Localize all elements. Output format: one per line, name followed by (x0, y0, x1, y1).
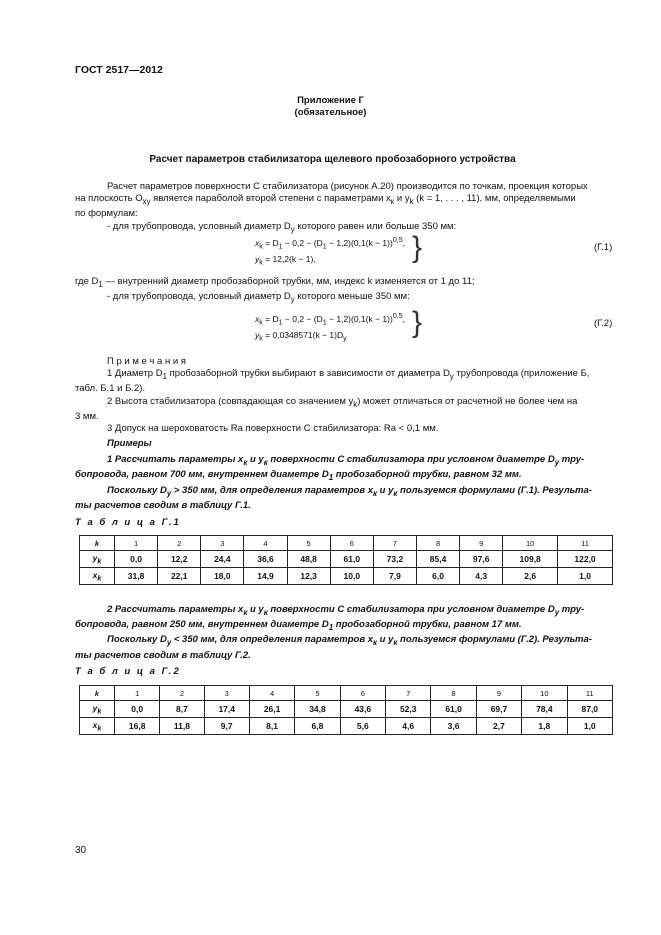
table-cell: 48,8 (287, 551, 330, 568)
case-2: - для трубопровода, условный диаметр $D_y$ которого меньше 350 мм: (107, 291, 410, 305)
header-cell: 11 (558, 536, 613, 551)
formula-g1-line-1: $x_k = D_1 - 0,2 - (D_1 - 1,2)(0,1(k - 1))^{0,5}$, (255, 236, 406, 251)
table-cell: 69,7 (476, 701, 521, 718)
table-cell: 31,8 (115, 568, 158, 585)
table-cell: 61,0 (431, 701, 476, 718)
equation-number-g1: (Г.1) (594, 242, 613, 253)
header-cell: 6 (330, 536, 373, 551)
page-number: 30 (75, 845, 87, 856)
example-1-line-3: Поскольку $D_y > 350$ мм, для определения параметров $x_к$ и $y_к$ пользуемся формулами (Г.1). Результа- (107, 484, 592, 498)
table-cell: 22,1 (158, 568, 201, 585)
table-cell: 61,0 (330, 551, 373, 568)
header-cell: 2 (158, 536, 201, 551)
example-2 (75, 604, 614, 662)
intro-line-3: по формулам: (75, 208, 138, 220)
table-cell: 17,4 (204, 701, 249, 718)
example-2-line-3: Поскольку $D_y < 350$ мм, для определения параметров $x_к$ и $y_к$ пользуемся формулами (Г.2). Результа- (107, 634, 592, 648)
header-cell: 6 (340, 686, 385, 701)
table-cell: 5,6 (340, 718, 385, 735)
table-row (80, 718, 613, 735)
table-cell: 73,2 (373, 551, 416, 568)
header-cell: 11 (567, 686, 612, 701)
note-3: 3 Допуск на шероховатость Ra поверхности С стабилизатора: Ra < 0,1 мм. (107, 423, 439, 435)
header-cell: 8 (416, 536, 459, 551)
table-1-caption: Т а б л и ц а Г.1 (75, 517, 181, 528)
header-cell: 9 (460, 536, 503, 551)
formula-g2-line-2: $y_k = 0,0348571(k - 1)D_y$ (255, 330, 347, 343)
table-cell: 109,8 (503, 551, 558, 568)
table-row (80, 568, 613, 585)
table-header-row (80, 536, 613, 551)
brace-icon: } (412, 231, 423, 264)
table-row (80, 701, 613, 718)
header-cell: 7 (386, 686, 431, 701)
header-cell: k (80, 536, 115, 551)
row-label: $y_k$ (80, 701, 115, 718)
where-paragraph (75, 276, 614, 306)
header-cell: 5 (287, 536, 330, 551)
intro-paragraph (75, 181, 614, 236)
row-label: $y_k$ (80, 551, 115, 568)
formula-g2-line-1: $x_k = D_1 - 0,2 - (D_1 - 1,2)(0,1(k - 1))^{0,5}$, (255, 312, 406, 327)
table-cell: 11,8 (160, 718, 204, 735)
table-cell: 12,3 (287, 568, 330, 585)
example-1-line-2: бопровода, равном 700 мм, внутреннем диаметре $D_1$ пробозаборной трубки, равном 32 мм. (75, 469, 522, 483)
table-1 (79, 535, 613, 585)
table-cell: 26,1 (249, 701, 294, 718)
intro-line-1: Расчет параметров поверхности С стабилизатора (рисунок А.20) производится по точкам, проекция которых (107, 181, 588, 192)
table-2 (79, 685, 613, 735)
header-cell: k (80, 686, 115, 701)
table-cell: 1,8 (522, 718, 567, 735)
table-cell: 43,6 (340, 701, 385, 718)
appendix-title: Приложение Г (297, 95, 364, 106)
header-cell: 5 (295, 686, 340, 701)
row-label: $x_k$ (80, 568, 115, 585)
table-cell: 2,6 (503, 568, 558, 585)
header-cell: 4 (244, 536, 287, 551)
header-cell: 1 (115, 686, 160, 701)
header-cell: 3 (201, 536, 244, 551)
header-cell: 4 (249, 686, 294, 701)
table-cell: 18,0 (201, 568, 244, 585)
header-cell: 3 (204, 686, 249, 701)
document-header: ГОСТ 2517—2012 (75, 64, 163, 76)
table-cell: 8,1 (249, 718, 294, 735)
table-cell: 52,3 (386, 701, 431, 718)
table-cell: 10,0 (330, 568, 373, 585)
intro-line-2: на плоскость $O_{xy}$ является параболой второй степени с параметрами $x_к$ и $y_k$ (k = 1, . . . , 11), мм, определяемыми (75, 193, 576, 207)
example-1 (75, 438, 614, 512)
header-cell: 10 (503, 536, 558, 551)
table-cell: 78,4 (522, 701, 567, 718)
note-1-cont: табл. Б.1 и Б.2). (75, 383, 146, 395)
table-cell: 14,9 (244, 568, 287, 585)
table-cell: 97,6 (460, 551, 503, 568)
header-cell: 1 (115, 536, 158, 551)
example-2-line-4: ты расчетов сводим в таблицу Г.2. (75, 649, 251, 661)
header-cell: 2 (160, 686, 204, 701)
table-cell: 9,7 (204, 718, 249, 735)
table-cell: 6,8 (295, 718, 340, 735)
equation-number-g2: (Г.2) (594, 318, 613, 329)
table-cell: 12,2 (158, 551, 201, 568)
where-line: где $D_1$ — внутренний диаметр пробозаборной трубки, мм, индекс k изменяется от 1 до 11; (75, 276, 475, 289)
example-2-line-2: бопровода, равном 250 мм, внутреннем диаметре $D_1$ пробозаборной трубки, равном 17 мм. (75, 619, 522, 633)
appendix-subtitle: (обязательное) (294, 107, 367, 118)
table-2-caption: Т а б л и ц а Г.2 (75, 666, 181, 677)
example-2-line-1: 2 Рассчитать параметры $x_к$ и $y_к$ поверхности С стабилизатора при условном диаметре $D_y$ тру- (107, 604, 585, 617)
brace-icon: } (412, 306, 423, 339)
table-cell: 1,0 (567, 718, 612, 735)
table-cell: 1,0 (558, 568, 613, 585)
example-1-line-1: 1 Рассчитать параметры $x_к$ и $y_к$ поверхности С стабилизатора при условном диаметре $D_y$ тру- (107, 454, 585, 468)
header-cell: 10 (522, 686, 567, 701)
formula-g1-line-2: $y_k = 12,2(k - 1)$, (255, 254, 316, 267)
example-1-line-4: ты расчетов сводим в таблицу Г.1. (75, 499, 251, 511)
table-cell: 4,3 (460, 568, 503, 585)
table-cell: 122,0 (558, 551, 613, 568)
table-cell: 16,8 (115, 718, 160, 735)
table-cell: 0,0 (115, 701, 160, 718)
formula-g1 (255, 234, 405, 269)
table-cell: 3,6 (431, 718, 476, 735)
table-cell: 2,7 (476, 718, 521, 735)
case-1: - для трубопровода, условный диаметр $D_y$ которого равен или больше 350 мм: (107, 220, 457, 234)
header-cell: 8 (431, 686, 476, 701)
row-label: $x_k$ (80, 718, 115, 735)
table-row (80, 551, 613, 568)
notes-heading: П р и м е ч а н и я (107, 356, 186, 367)
table-cell: 36,6 (244, 551, 287, 568)
examples-heading: Примеры (107, 438, 152, 449)
section-title: Расчет параметров стабилизатора щелевого пробозаборного устройства (149, 154, 516, 165)
notes (75, 356, 614, 436)
table-cell: 0,0 (115, 551, 158, 568)
table-cell: 87,0 (567, 701, 612, 718)
table-cell: 7,9 (373, 568, 416, 585)
table-cell: 4,6 (386, 718, 431, 735)
table-cell: 85,4 (416, 551, 459, 568)
table-cell: 6,0 (416, 568, 459, 585)
table-cell: 24,4 (201, 551, 244, 568)
table-header-row (80, 686, 613, 701)
formula-g2 (255, 310, 405, 345)
header-cell: 9 (476, 686, 521, 701)
table-cell: 8,7 (160, 701, 204, 718)
table-cell: 34,8 (295, 701, 340, 718)
note-2: 2 Высота стабилизатора (совпадающая со значением $y_k$) может отличаться от расчетной не более чем на (107, 395, 578, 409)
note-1: 1 Диаметр $D_1$ пробозаборной трубки выбирают в зависимости от диаметра $D_y$ трубопровода (приложение Б, (107, 368, 590, 382)
note-2-cont: 3 мм. (75, 410, 99, 422)
header-cell: 7 (373, 536, 416, 551)
